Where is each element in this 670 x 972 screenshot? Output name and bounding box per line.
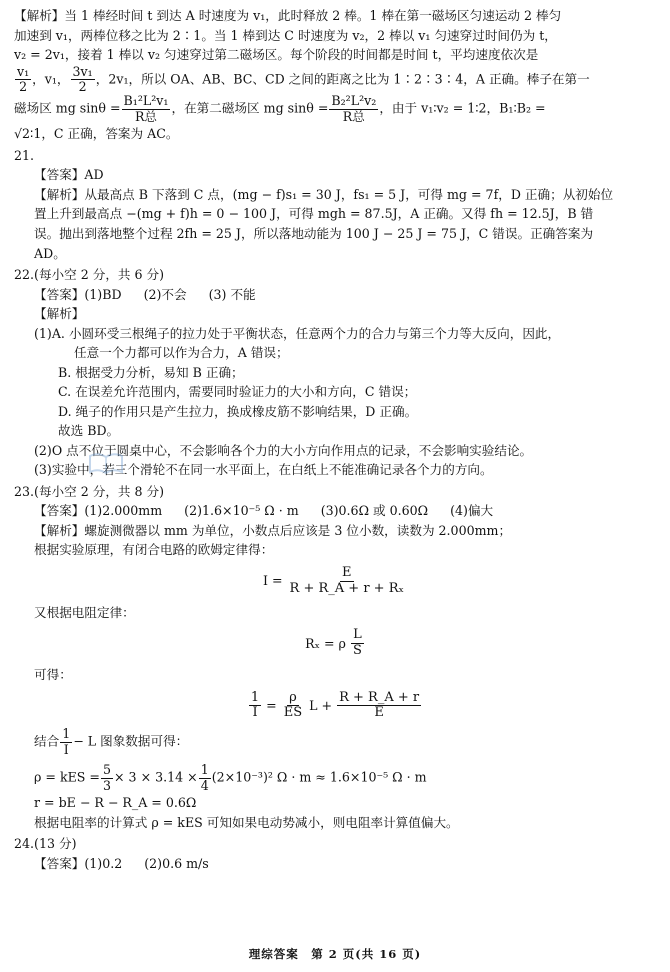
text-line: 【解析】当 1 棒经时间 t 到达 A 时速度为 v₁，此时释放 2 棒。1 棒在第一磁场区匀速运动 2 棒匀 bbox=[14, 8, 562, 23]
text-line: 根据电阻率的计算式 ρ = kES 可知如果电动势减小，则电阻率计算值偏大。 bbox=[34, 814, 459, 830]
text-line: D. 绳子的作用只是产生拉力，换成橡皮筋不影响结果，D 正确。 bbox=[58, 403, 418, 419]
text-line: 故选 BD。 bbox=[58, 423, 120, 439]
question-number: 24. bbox=[14, 836, 35, 852]
fraction: $\frac{\text{3v₁}}{2}$ bbox=[72, 63, 93, 95]
answer-page bbox=[14, 6, 656, 873]
text-line-with-fractions: ρ = kES = $\frac{5}{3}$ × 3 × 3.14 × $\frac{1}{4}$ (2×10⁻³)² Ω · m ≈ 1.6×10⁻⁵ Ω · m bbox=[34, 762, 427, 793]
q23 bbox=[14, 482, 656, 833]
fraction: $\frac{\text{B₂²L²v₂}}{\text{R总}}$ bbox=[331, 93, 377, 124]
analysis-label: 【解析】 bbox=[34, 306, 85, 322]
score-note: (每小空 2 分，共 8 分) bbox=[34, 483, 165, 499]
text-line: (1)A. 小圆环受三根绳子的拉力处于平衡状态，任意两个力的合力与第三个力等大反向，因此， bbox=[34, 325, 561, 341]
fraction: $\frac{1}{I}$ bbox=[62, 726, 71, 757]
text-line: v₂ = 2v₁，接着 1 棒以 v₂ 匀速穿过第二磁场区。每个阶段的时间都是时间 t，平均速度依次是 bbox=[14, 47, 539, 63]
text-line: B. 根据受力分析，易知 B 正确； bbox=[58, 364, 244, 380]
text-line: (2)O 点不位于圆桌中心，不会影响各个力的大小方向作用点的记录，不会影响实验结论。 bbox=[34, 442, 533, 458]
question-header bbox=[14, 482, 656, 502]
answer-line: 【答案】(1)0.2 (2)0.6 m/s bbox=[34, 855, 209, 871]
fraction: $\frac{\text{B₁²L²v₁}}{\text{R总}}$ bbox=[123, 93, 169, 124]
text-line: 加速到 v₁，两棒位移之比为 2∶1。当 1 棒到达 C 时速度为 v₂，2 棒以 v₁ 匀速穿过时间仍为 t， bbox=[14, 27, 557, 43]
text-line: 【解析】螺旋测微器以 mm 为单位，小数点后应该是 3 位小数，读数为 2.000mm； bbox=[34, 522, 512, 538]
q21 bbox=[14, 146, 656, 263]
text-line: AD。 bbox=[34, 245, 66, 261]
text-line: 任意一个力都可以作为合力，A 错误； bbox=[74, 345, 289, 361]
answer-line: 【答案】AD bbox=[34, 167, 104, 183]
question-number: 23. bbox=[14, 483, 35, 499]
text-line: 误。抛出到落地整个过程 2fh = 25 J，所以落地动能为 100 J − 25 J = 75 J，C 错误。正确答案为 bbox=[34, 226, 594, 241]
equation-combined: $\frac{1}{I}$ = $\frac{\rho}{ES}$ L + $\frac{R + R\_A + r}{E}$ bbox=[250, 689, 420, 721]
fraction: $\frac{1}{I}$ bbox=[250, 689, 260, 721]
equation-resistance: Rₓ = ρ $\frac{L}{S}$ bbox=[305, 627, 362, 659]
score-note: (13 分) bbox=[34, 836, 77, 852]
text-line-with-fractions: $\frac{\text{v₁}}{2}$ ，v₁， $\frac{\text{3v₁}}{2}$ ，2v₁，所以 OA、AB、BC、CD 之间的距离之比为 1∶2∶3∶4，A 正确。棒子在第一 bbox=[17, 63, 590, 95]
book-logo-icon bbox=[86, 448, 126, 478]
page-footer: 理综答案 第 2 页(共 16 页) bbox=[248, 947, 422, 962]
score-note: (每小空 2 分，共 6 分) bbox=[34, 267, 165, 283]
text-line: 置上升到最高点 −(mg + f)h = 0 − 100 J，可得 mgh = 87.5J，A 正确。又得 fh = 12.5J，B 错 bbox=[34, 206, 594, 222]
fraction: $\frac{5}{3}$ bbox=[102, 762, 111, 793]
text-line: 可得： bbox=[34, 667, 72, 683]
question-header bbox=[14, 834, 656, 854]
fraction: $\frac{\text{v₁}}{2}$ bbox=[17, 63, 30, 95]
question-header bbox=[14, 265, 656, 285]
fraction: $\frac{\rho}{ES}$ bbox=[283, 689, 303, 721]
q20-analysis bbox=[14, 6, 656, 144]
text-line: (3)实验中，若三个滑轮不在同一水平面上，在白纸上不能准确记录各个力的方向。 bbox=[34, 462, 493, 478]
text-line: 又根据电阻定律： bbox=[34, 604, 135, 620]
equation-ohm: I = $\frac{E}{\text{R + R\_A + r + Rₓ}}$ bbox=[263, 564, 404, 596]
q24 bbox=[14, 834, 656, 873]
text-line: 【解析】从最高点 B 下落到 C 点，(mg − f)s₁ = 30 J，fs₁ = 5 J，可得 mg = 7f，D 正确；从初始位 bbox=[34, 186, 614, 202]
fraction: $\frac{E}{\text{R + R\_A + r + Rₓ}}$ bbox=[289, 564, 404, 596]
fraction: $\frac{L}{S}$ bbox=[352, 627, 362, 659]
text-line: 根据实验原理，有闭合电路的欧姆定律得： bbox=[34, 542, 274, 558]
question-number: 22. bbox=[14, 267, 35, 283]
text-line: √2∶1，C 正确，答案为 AC。 bbox=[14, 126, 179, 142]
text-line: C. 在误差允许范围内，需要同时验证力的大小和方向，C 错误； bbox=[58, 384, 417, 400]
question-number: 21. bbox=[14, 147, 35, 163]
text-line-with-fractions: 结合 $\frac{1}{I}$ − L 图象数据可得： bbox=[34, 726, 189, 757]
text-line: r = bE − R − R_A = 0.6Ω bbox=[34, 795, 197, 811]
answer-line: 【答案】(1)BD (2)不会 (3) 不能 bbox=[34, 286, 256, 302]
text-line-with-fractions: 磁场区 mg sinθ = $\frac{\text{B₁²L²v₁}}{\text{R总}}$ ，在第二磁场区 mg sinθ = $\frac{\text{B₂²L²v₂}}{\text{R总}}$ ，由于 v₁∶v₂ = 1∶2，B₁∶B₂ = bbox=[14, 93, 546, 124]
answer-line: 【答案】(1)2.000mm (2)1.6×10⁻⁵ Ω · m (3)0.6Ω 或 0.60Ω (4)偏大 bbox=[34, 503, 494, 519]
fraction: $\frac{1}{4}$ bbox=[200, 762, 209, 793]
fraction: $\frac{R + R\_A + r}{E}$ bbox=[339, 689, 420, 721]
